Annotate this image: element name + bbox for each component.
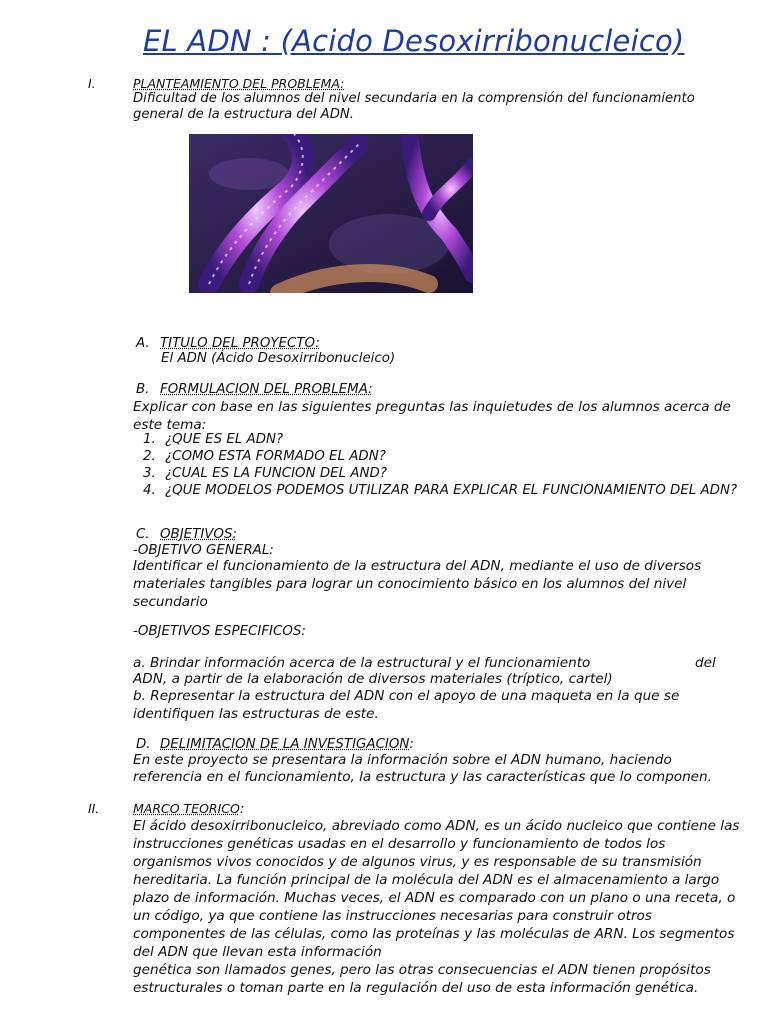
- list-item: 3. ¿CUAL ES LA FUNCION DEL AND?: [143, 466, 387, 481]
- section-b: [136, 382, 373, 397]
- objective-general-text: Identificar el funcionamiento de la estructura del ADN, mediante el uso de diversos materiales tangibles para lograr un conocimiento básico en los alumnos del nivel secundario: [133, 558, 702, 610]
- section-2-number: II.: [88, 801, 100, 816]
- section-a-text: El ADN (Ácido Desoxirribonucleico): [161, 351, 396, 366]
- section-1-text: Dificultad de los alumnos del nivel secundaria en la comprensión del funcionamiento general de la estructura del ADN.: [133, 91, 695, 122]
- section-d-letter: D.: [136, 737, 151, 752]
- list-item: 2. ¿COMO ESTA FORMADO EL ADN?: [143, 449, 386, 464]
- section-c-heading: OBJETIVOS:: [160, 527, 237, 542]
- section-2-text: El ácido desoxirribonucleico, abreviado como ADN, es un ácido nucleico que contiene las instrucciones genéticas usadas en el desarrollo y funcionamiento de todos los organismos vivos conocidos y de algunos virus, y es responsable de su transmisión hereditaria. La función principal de la molécula del ADN es el almacenamiento a largo plazo de información. Muchas veces, el ADN es comparado con un plano o una receta, o un código, ya que contiene las instrucciones necesarias para construir otros componentes de las células, como las proteínas y las moléculas de ARN. Los segmentos del ADN que llevan esta información: [133, 818, 740, 960]
- chromosome-image: [189, 134, 473, 293]
- section-b-heading: FORMULACION DEL PROBLEMA:: [160, 382, 373, 397]
- chromosome-icon: [189, 134, 473, 293]
- section-b-letter: B.: [136, 382, 150, 397]
- question-list: [143, 431, 743, 500]
- objective-general-label: -OBJETIVO GENERAL:: [133, 543, 274, 558]
- section-d-text: En este proyecto se presentara la información sobre el ADN humano, haciendo referencia en el funcionamiento, la estructura y las características que lo componen.: [133, 752, 712, 785]
- section-c-letter: C.: [136, 527, 150, 542]
- list-item: 1. ¿QUE ES EL ADN?: [143, 432, 284, 447]
- list-item: 4. ¿QUE MODELOS PODEMOS UTILIZAR PARA EXPLICAR EL FUNCIONAMIENTO DEL ADN?: [143, 483, 738, 498]
- objective-specific-a-cont: ADN, a partir de la elaboración de diversos materiales (tríptico, cartel): [133, 671, 613, 687]
- section-2-text-cont: genética son llamados genes, pero las otras consecuencias el ADN tienen propósitos estructurales o toman parte en la regulación del uso de esta información genética.: [133, 962, 711, 996]
- section-d-heading: DELIMITACION DE LA INVESTIGACION: [160, 737, 410, 752]
- section-2-heading: MARCO TEORICO: [133, 801, 240, 816]
- section-a-letter: A.: [136, 336, 150, 351]
- section-2: MARCO TEORICO: El ácido desoxirribonucleico, abreviado como ADN, es un ácido nucleico que contiene las instrucciones genéticas usadas en el desarrollo y funcionamiento de todos los organismos vivos conocidos y de algunos virus, y es responsable de su transmisión hereditaria. La función principal de la molécula del ADN es el almacenamiento a largo plazo de información. Muchas veces, el ADN es comparado con un plano o una receta, o un código, ya que contiene las instrucciones necesarias para construir otros componentes de las células, como las proteínas y las moléculas de ARN. Los segmentos del ADN que llevan esta información genética son llamados genes, pero las otras consecuencias el ADN tienen propósitos estructurales o toman parte en la regulación del uso de esta información genética.: [133, 801, 743, 997]
- objective-specific-b: b. Representar la estructura del ADN con el apoyo de una maqueta en la que se identifiquen las estructuras de este.: [133, 688, 680, 722]
- section-1-heading: PLANTEAMIENTO DEL PROBLEMA:: [133, 76, 345, 91]
- section-a: [136, 336, 320, 351]
- section-1: [133, 76, 743, 123]
- section-a-heading: TITULO DEL PROYECTO:: [160, 336, 320, 351]
- section-d: D. DELIMITACION DE LA INVESTIGACION:: [136, 737, 414, 752]
- section-b-text: Explicar con base en las siguientes preguntas las inquietudes de los alumnos acerca de este tema:: [133, 399, 731, 433]
- section-1-number: I.: [88, 76, 96, 91]
- section-c: [136, 527, 237, 542]
- objectives-specific-label: -OBJETIVOS ESPECIFICOS:: [133, 624, 306, 639]
- objective-specific-a: a. Brindar información acerca de la estructural y el funcionamiento del: [133, 655, 716, 671]
- document-title: EL ADN : (Acido Desoxirribonucleico): [143, 24, 685, 58]
